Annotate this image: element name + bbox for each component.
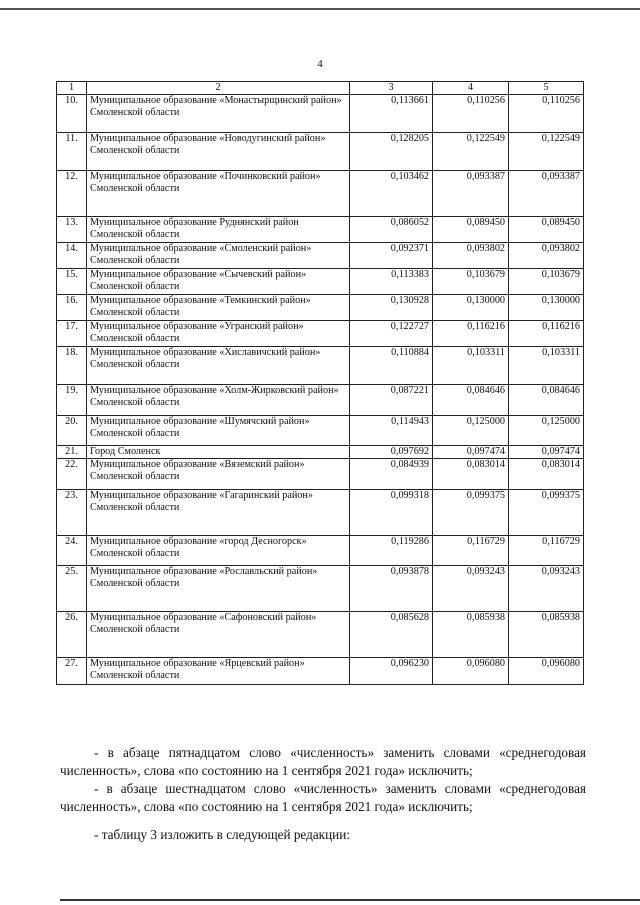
value-col3: 0,092371 (350, 243, 433, 269)
value-col3: 0,085628 (350, 612, 433, 658)
value-col5: 0,116216 (509, 321, 584, 347)
row-number: 10. (57, 95, 87, 133)
table-row (57, 459, 584, 490)
row-number: 18. (57, 347, 87, 385)
row-number: 12. (57, 171, 87, 217)
value-col3: 0,119286 (350, 536, 433, 566)
row-number: 19. (57, 385, 87, 416)
municipality-name: Муниципальное образование «Сафоновский район» Смоленской области (87, 612, 350, 658)
value-col3: 0,113383 (350, 269, 433, 295)
value-col3: 0,122727 (350, 321, 433, 347)
municipality-name: Муниципальное образование «Сычевский район» Смоленской области (87, 269, 350, 295)
municipality-name: Муниципальное образование «Хиславичский район» Смоленской области (87, 347, 350, 385)
value-col4: 0,110256 (433, 95, 509, 133)
column-header: 2 (87, 82, 350, 95)
value-col5: 0,103311 (509, 347, 584, 385)
value-col4: 0,116729 (433, 536, 509, 566)
value-col5: 0,130000 (509, 295, 584, 321)
municipality-name: Город Смоленск (87, 446, 350, 459)
municipality-name: Муниципальное образование «Рославльский район» Смоленской области (87, 566, 350, 612)
municipality-name: Муниципальное образование «Темкинский район» Смоленской области (87, 295, 350, 321)
value-col3: 0,110884 (350, 347, 433, 385)
bottom-rule (60, 899, 640, 901)
value-col4: 0,093243 (433, 566, 509, 612)
municipality-name: Муниципальное образование Руднянский район Смоленской области (87, 217, 350, 243)
paragraph: - в абзаце пятнадцатом слово «численность» заменить словами «среднегодовая численность», слова «по состоянию на 1 сентября 2021 года» исключить; (60, 745, 586, 778)
page-number: 4 (317, 58, 323, 70)
row-number: 20. (57, 416, 87, 446)
value-col5: 0,093802 (509, 243, 584, 269)
value-col5: 0,089450 (509, 217, 584, 243)
value-col3: 0,086052 (350, 217, 433, 243)
value-col4: 0,125000 (433, 416, 509, 446)
municipality-name: Муниципальное образование «Угранский район» Смоленской области (87, 321, 350, 347)
municipality-name: Муниципальное образование «Вяземский район» Смоленской области (87, 459, 350, 490)
value-col5: 0,125000 (509, 416, 584, 446)
value-col4: 0,089450 (433, 217, 509, 243)
value-col5: 0,083014 (509, 459, 584, 490)
municipality-name: Муниципальное образование «город Десногорск» Смоленской области (87, 536, 350, 566)
value-col3: 0,130928 (350, 295, 433, 321)
value-col3: 0,093878 (350, 566, 433, 612)
value-col5: 0,103679 (509, 269, 584, 295)
value-col4: 0,116216 (433, 321, 509, 347)
table-body (57, 95, 584, 685)
row-number: 17. (57, 321, 87, 347)
value-col3: 0,114943 (350, 416, 433, 446)
municipality-name: Муниципальное образование «Ярцевский район» Смоленской области (87, 658, 350, 685)
row-number: 13. (57, 217, 87, 243)
table-row (57, 347, 584, 385)
municipality-name: Муниципальное образование «Шумячский район» Смоленской области (87, 416, 350, 446)
value-col3: 0,113661 (350, 95, 433, 133)
column-header: 5 (509, 82, 584, 95)
column-header: 3 (350, 82, 433, 95)
table-row (57, 416, 584, 446)
value-col5: 0,096080 (509, 658, 584, 685)
value-col3: 0,087221 (350, 385, 433, 416)
value-col3: 0,084939 (350, 459, 433, 490)
table-row (57, 269, 584, 295)
table-row (57, 490, 584, 536)
table-row (57, 321, 584, 347)
municipality-name: Муниципальное образование «Починковский район» Смоленской области (87, 171, 350, 217)
value-col5: 0,097474 (509, 446, 584, 459)
row-number: 23. (57, 490, 87, 536)
municipality-name: Муниципальное образование «Смоленский район» Смоленской области (87, 243, 350, 269)
municipality-name: Муниципальное образование «Гагаринский район» Смоленской области (87, 490, 350, 536)
table-row (57, 566, 584, 612)
table-row (57, 133, 584, 171)
value-col4: 0,103679 (433, 269, 509, 295)
value-col3: 0,099318 (350, 490, 433, 536)
table-row (57, 612, 584, 658)
value-col4: 0,093802 (433, 243, 509, 269)
value-col4: 0,093387 (433, 171, 509, 217)
value-col4: 0,103311 (433, 347, 509, 385)
municipality-name: Муниципальное образование «Новодугинский район» Смоленской области (87, 133, 350, 171)
value-col4: 0,084646 (433, 385, 509, 416)
value-col4: 0,122549 (433, 133, 509, 171)
value-col3: 0,103462 (350, 171, 433, 217)
column-header: 4 (433, 82, 509, 95)
row-number: 26. (57, 612, 87, 658)
row-number: 14. (57, 243, 87, 269)
table-row (57, 536, 584, 566)
top-rule (0, 8, 640, 10)
paragraph: - таблицу 3 изложить в следующей редакции: (94, 827, 350, 842)
row-number: 25. (57, 566, 87, 612)
row-number: 21. (57, 446, 87, 459)
municipality-name: Муниципальное образование «Холм-Жирковский район» Смоленской области (87, 385, 350, 416)
value-col5: 0,122549 (509, 133, 584, 171)
table-row (57, 446, 584, 459)
row-number: 11. (57, 133, 87, 171)
value-col3: 0,128205 (350, 133, 433, 171)
value-col5: 0,085938 (509, 612, 584, 658)
value-col5: 0,093387 (509, 171, 584, 217)
row-number: 22. (57, 459, 87, 490)
value-col3: 0,096230 (350, 658, 433, 685)
value-col5: 0,099375 (509, 490, 584, 536)
row-number: 27. (57, 658, 87, 685)
municipality-name: Муниципальное образование «Монастырщинский район» Смоленской области (87, 95, 350, 133)
table-row (57, 243, 584, 269)
row-number: 15. (57, 269, 87, 295)
value-col5: 0,093243 (509, 566, 584, 612)
coefficients-table (56, 81, 584, 685)
value-col3: 0,097692 (350, 446, 433, 459)
row-number: 24. (57, 536, 87, 566)
table-row (57, 171, 584, 217)
column-header: 1 (57, 82, 87, 95)
table-row (57, 217, 584, 243)
table-row (57, 385, 584, 416)
table-row (57, 95, 584, 133)
paragraph: - в абзаце шестнадцатом слово «численность» заменить словами «среднегодовая численность», слова «по состоянию на 1 сентября 2021 года» исключить; (60, 781, 586, 814)
value-col5: 0,084646 (509, 385, 584, 416)
table-row (57, 295, 584, 321)
value-col4: 0,097474 (433, 446, 509, 459)
value-col5: 0,116729 (509, 536, 584, 566)
value-col5: 0,110256 (509, 95, 584, 133)
value-col4: 0,099375 (433, 490, 509, 536)
table-row (57, 658, 584, 685)
value-col4: 0,096080 (433, 658, 509, 685)
row-number: 16. (57, 295, 87, 321)
value-col4: 0,085938 (433, 612, 509, 658)
table-header-row (57, 82, 584, 95)
value-col4: 0,130000 (433, 295, 509, 321)
value-col4: 0,083014 (433, 459, 509, 490)
